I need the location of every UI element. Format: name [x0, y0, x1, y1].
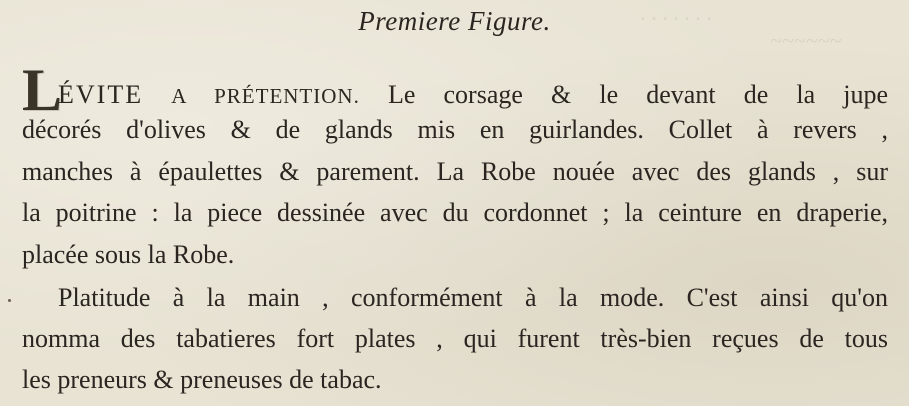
lead-small-caps: ÉVITE	[58, 80, 144, 109]
paragraph1-line: la poitrine : la piece dessinée avec du cordonnet ; la ceinture en draperie,	[22, 198, 888, 227]
paragraph2-line: nomma des tabatieres fort plates , qui furent très-bien reçues de tous	[22, 324, 888, 353]
paragraph2-line: les preneurs & preneuses de tabac.	[22, 365, 382, 394]
show-through-text: · · · · · · ·	[640, 6, 712, 31]
page-title: Premiere Figure.	[358, 6, 551, 36]
line1-text: Le corsage & le devant de la jupe	[387, 80, 888, 109]
paragraph1-line: manches à épaulettes & parement. La Robe nouée avec des glands , sur	[22, 157, 888, 186]
paragraph1-line1	[58, 80, 888, 110]
show-through-text: ~~~~~~	[770, 28, 842, 53]
paragraph2-line: Platitude à la main , conformément à la mode. C'est ainsi qu'on	[58, 283, 888, 312]
paragraph1-line: décorés d'olives & de glands mis en guirlandes. Collet à revers ,	[22, 115, 888, 144]
paragraph1-line: placée sous la Robe.	[22, 240, 235, 269]
drop-cap: L	[22, 57, 63, 123]
ink-speck	[8, 299, 11, 302]
lead-small-caps-2: A PRÉTENTION.	[171, 84, 360, 108]
